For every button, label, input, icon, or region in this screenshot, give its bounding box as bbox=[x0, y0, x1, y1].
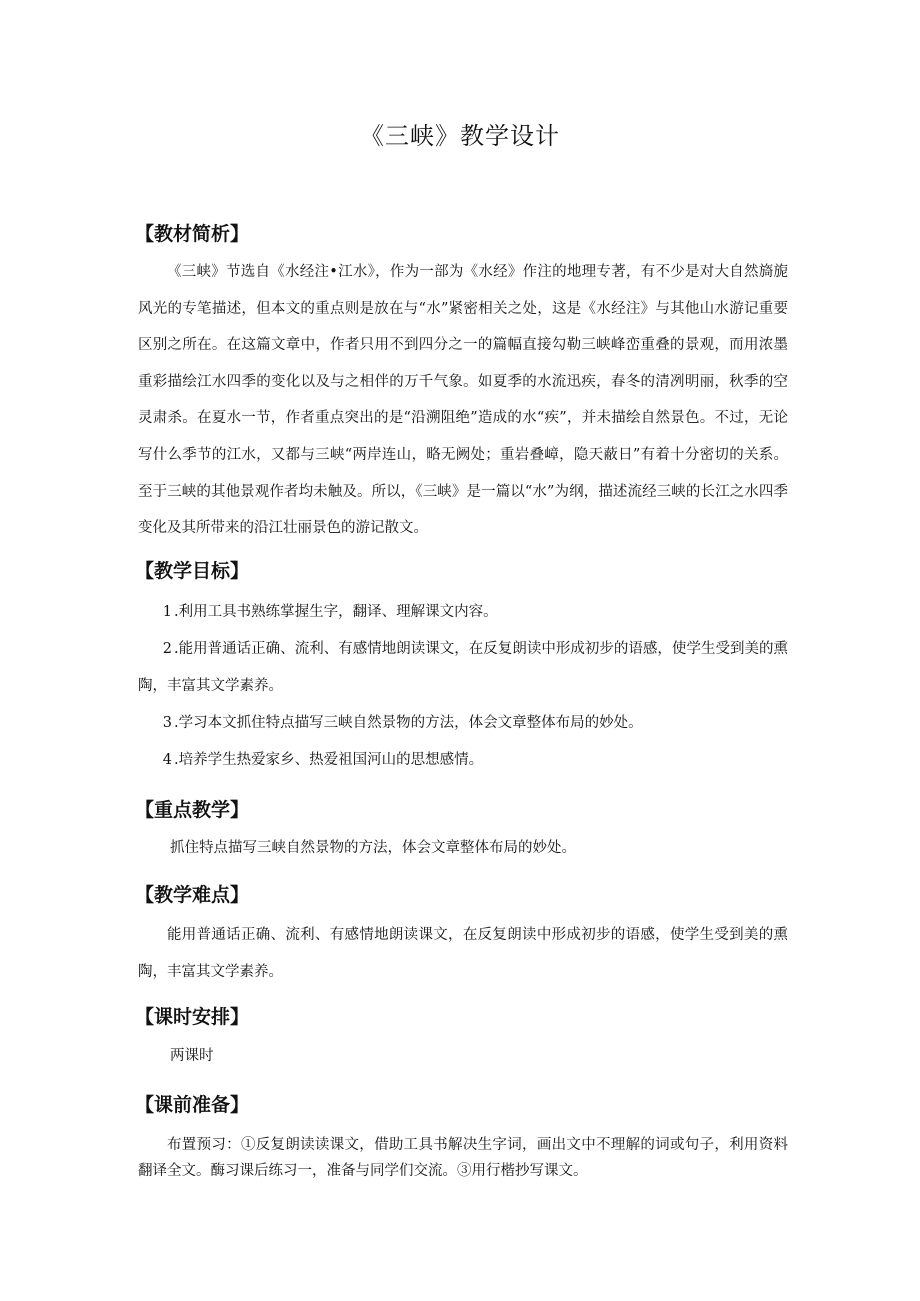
section-heading-difficulty: 【教学难点】 bbox=[135, 884, 250, 906]
section-heading-analysis: 【教材简析】 bbox=[135, 223, 250, 245]
goal-item bbox=[138, 742, 788, 779]
section-heading-schedule: 【课时安排】 bbox=[135, 1006, 250, 1028]
goal-number: 1 bbox=[162, 604, 172, 620]
section-heading-focus: 【重点教学】 bbox=[135, 799, 250, 821]
goal-item bbox=[138, 594, 788, 631]
goal-number: 4 bbox=[162, 752, 172, 768]
goal-text: .学习本文抓住特点描写三峡自然景物的方法，体会文章整体布局的妙处。 bbox=[174, 715, 643, 731]
analysis-paragraph: 《三峡》节选自《水经注•江水》，作为一部为《水经》作注的地理专著，有不少是对大自然旖旎风光的专笔描述，但本文的重点则是放在与“水”紧密相关之处，这是《水经注》与其他山水游记重要区别之所在。在这篇文章中，作者只用不到四分之一的篇幅直接勾勒三峡峰峦重叠的景观，而用浓墨重彩描绘江水四季的变化以及与之相伴的万千气象。如夏季的水流迅疾，春冬的清冽明丽，秋季的空灵肃杀。在夏水一节，作者重点突出的是“沿溯阻绝”造成的水“疾”，并未描绘自然景色。不过，无论写什么季节的江水，又都与三峡“两岸连山，略无阙处；重岩叠嶂，隐天蔽日”有着十分密切的关系。至于三峡的其他景观作者均未触及。所以，《三峡》是一篇以“水”为纲，描述流经三峡的长江之水四季变化及其所带来的沿江壮丽景色的游记散文。 bbox=[138, 264, 788, 537]
goal-number: 3 bbox=[162, 715, 172, 731]
goal-number: 2 bbox=[162, 641, 172, 657]
schedule-paragraph: 两课时 bbox=[170, 1048, 214, 1064]
focus-paragraph: 抓住特点描写三峡自然景物的方法，体会文章整体布局的妙处。 bbox=[170, 840, 576, 856]
goal-text: .培养学生热爱家乡、热爱祖国河山的思想感情。 bbox=[174, 752, 484, 768]
section-heading-prep: 【课前准备】 bbox=[135, 1094, 250, 1116]
goal-text: .利用工具书熟练掌握生字，翻译、理解课文内容。 bbox=[174, 604, 498, 620]
document-title: 《三峡》教学设计 bbox=[360, 122, 560, 150]
goal-text: .能用普通话正确、流利、有感情地朗读课文，在反复朗读中形成初步的语感，使学生受到美的熏陶，丰富其文学素养。 bbox=[138, 641, 788, 694]
section-heading-goals: 【教学目标】 bbox=[135, 560, 250, 582]
difficulty-paragraph: 能用普通话正确、流利、有感情地朗读课文，在反复朗读中形成初步的语感，使学生受到美的熏陶，丰富其文学素养。 bbox=[138, 927, 788, 980]
goal-item bbox=[138, 631, 788, 704]
prep-paragraph: 布置预习：①反复朗读读课文，借助工具书解决生字词，画出文中不理解的词或句子，利用资料翻译全文。酶习课后练习一，准备与同学们交流。③用行楷抄写课文。 bbox=[138, 1137, 788, 1179]
goal-item bbox=[138, 705, 788, 742]
